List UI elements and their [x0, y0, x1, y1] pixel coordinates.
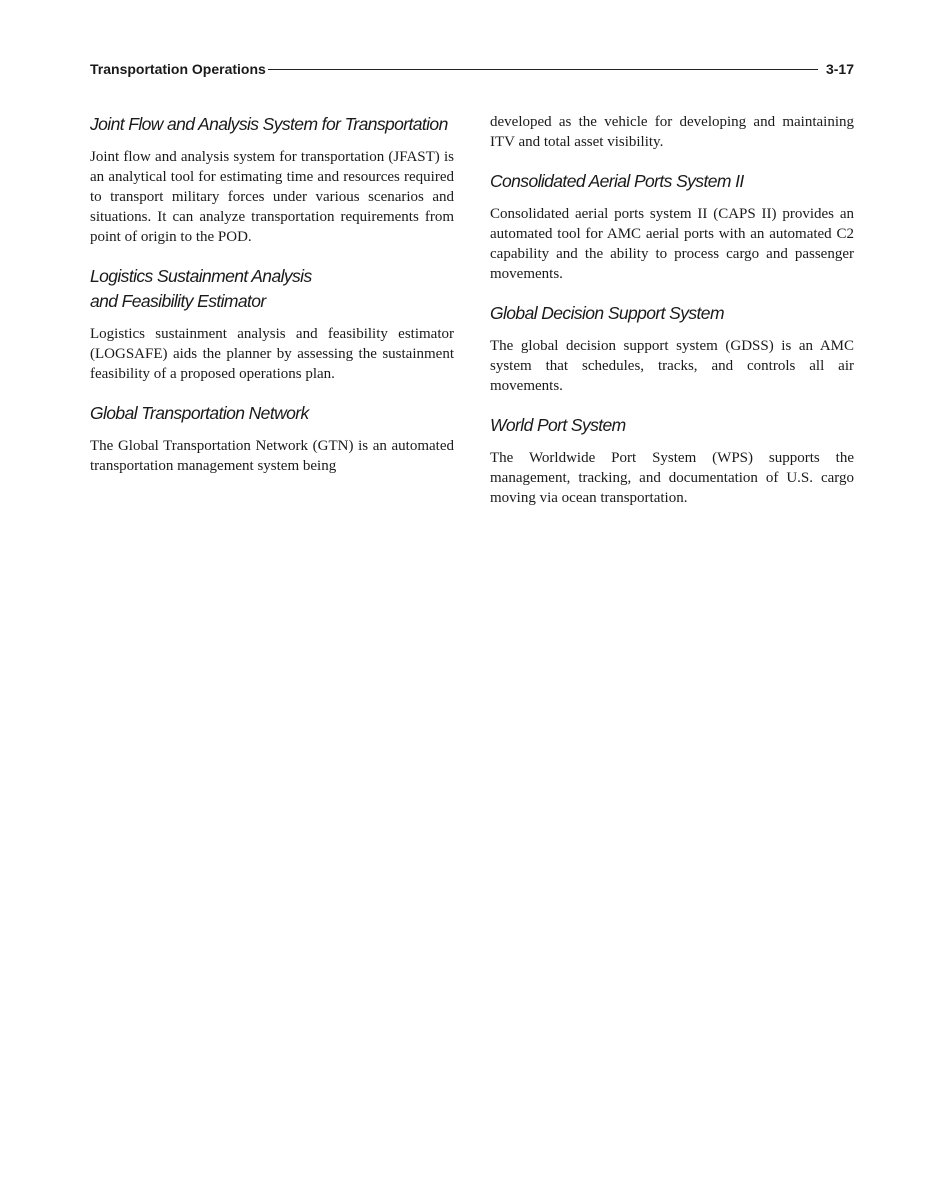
section-heading: Global Decision Support System: [490, 303, 724, 323]
right-column: [490, 112, 854, 525]
section-body: The Global Transportation Network (GTN) is an automated transportation management system being: [90, 438, 454, 474]
section-body: The global decision support system (GDSS) is an AMC system that schedules, tracks, and controls all air movements.: [490, 338, 854, 394]
section-heading: Consolidated Aerial Ports System II: [490, 171, 744, 191]
section-jfast: [90, 112, 454, 247]
heading-line: Logistics Sustainment Analysis: [90, 266, 312, 286]
section-wps: [490, 413, 854, 508]
section-body: Joint flow and analysis system for transportation (JFAST) is an analytical tool for estimating time and resources required to transport military forces under various scenarios and situations. It can analyze transportation requirements from point of origin to the POD.: [90, 149, 454, 245]
heading-line: and Feasibility Estimator: [90, 291, 266, 311]
chapter-title: Transportation Operations: [90, 61, 266, 77]
header-rule: [268, 69, 818, 70]
section-body: Logistics sustainment analysis and feasibility estimator (LOGSAFE) aids the planner by assessing the sustainment feasibility of a proposed operations plan.: [90, 326, 454, 382]
section-body: Consolidated aerial ports system II (CAPS II) provides an automated tool for AMC aerial ports with an automated C2 capability and the ability to process cargo and passenger movements.: [490, 206, 854, 282]
left-column: [90, 112, 454, 476]
page-number: 3-17: [825, 61, 854, 77]
section-logsafe: [90, 264, 454, 384]
section-body-continued: developed as the vehicle for developing and maintaining ITV and total asset visibility.: [490, 114, 854, 150]
section-heading: World Port System: [490, 415, 626, 435]
section-heading: Joint Flow and Analysis System for Transportation: [90, 114, 448, 134]
section-heading: Global Transportation Network: [90, 403, 309, 423]
section-gdss: [490, 301, 854, 396]
section-body: The Worldwide Port System (WPS) supports the management, tracking, and documentation of U.S. cargo moving via ocean transportation.: [490, 450, 854, 506]
section-caps: [490, 169, 854, 284]
running-header: [90, 58, 854, 80]
section-gtn: [90, 401, 454, 476]
section-heading: [90, 264, 454, 314]
